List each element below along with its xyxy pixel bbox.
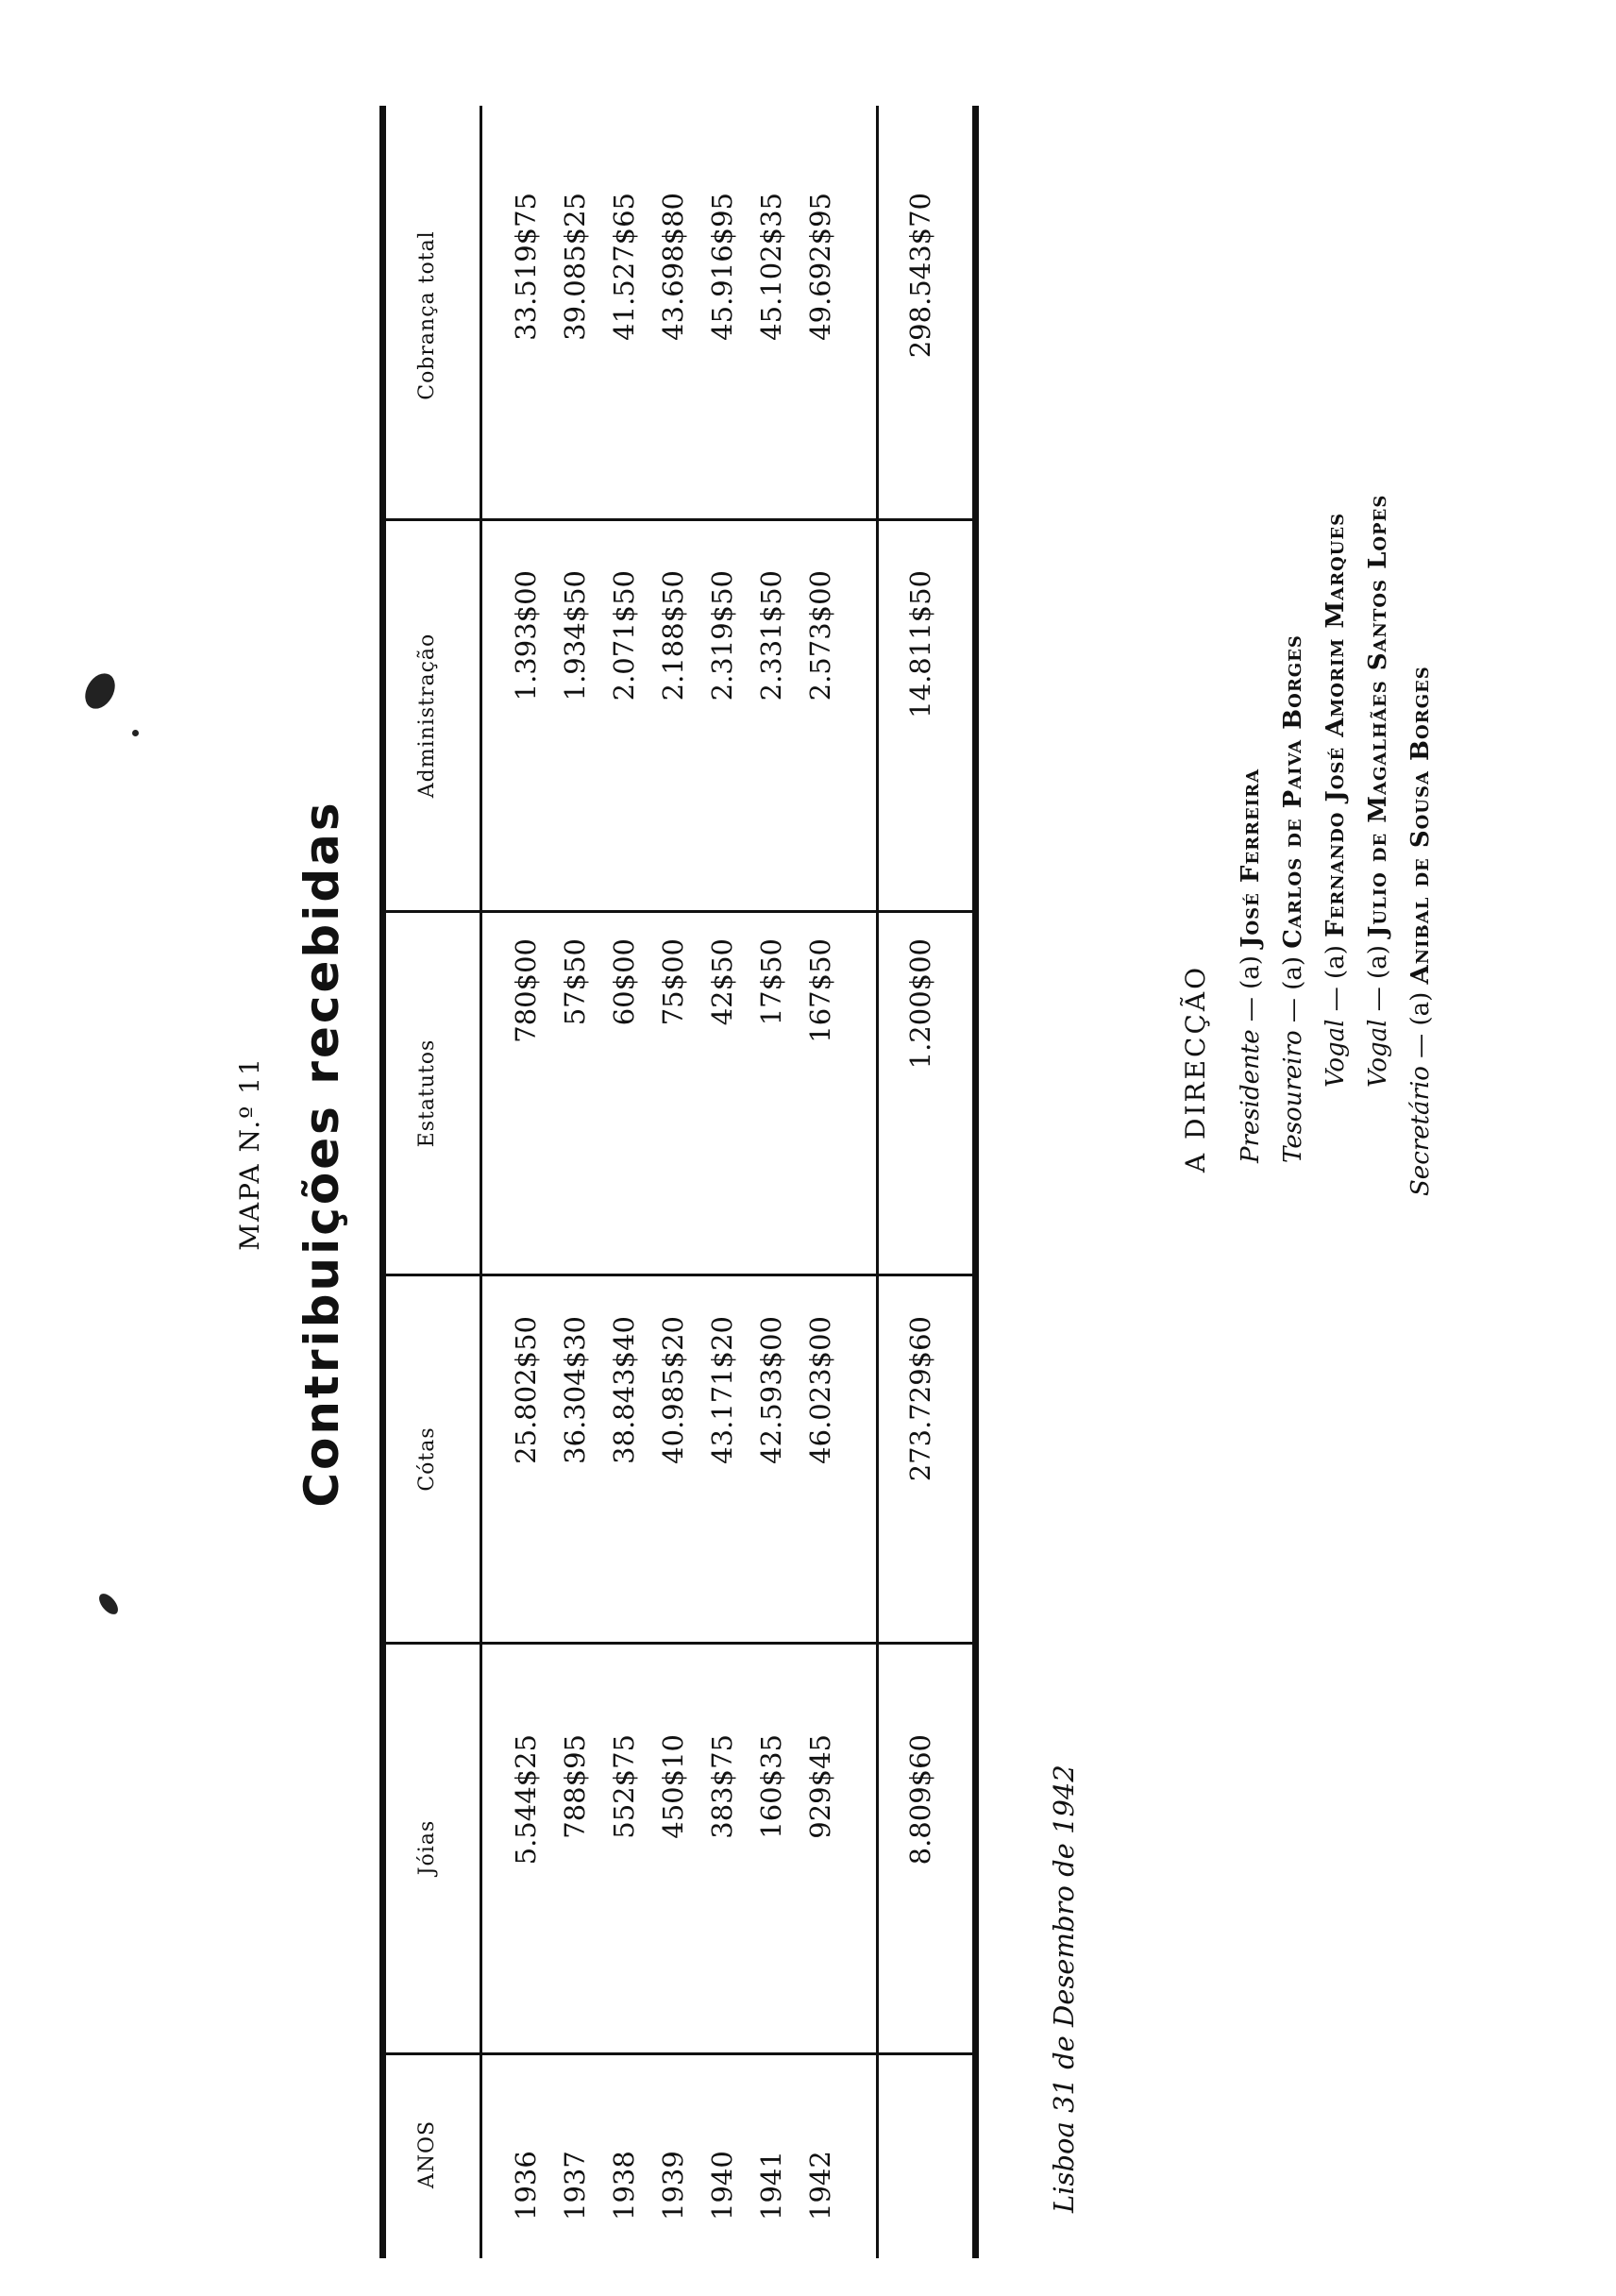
- estatutos-cell: 57$50: [559, 938, 591, 1026]
- cotas-cell: 38.843$40: [608, 1316, 640, 1464]
- year-cell: 1942: [804, 2151, 836, 2220]
- administracao-cell: 2.573$00: [804, 570, 836, 701]
- direction-title: A DIRECÇÃO: [1180, 964, 1211, 1173]
- signature-sep: — (a): [1279, 948, 1307, 1031]
- table-top-rule: [379, 106, 386, 2258]
- year-cell: 1938: [608, 2151, 640, 2220]
- column-header-total: Cobrança total: [415, 230, 439, 400]
- footer-date: Lisboa 31 de Desembro de 1942: [1048, 1764, 1080, 2213]
- signature-role: Tesoureiro: [1279, 1030, 1307, 1163]
- administracao-total: 14.811$50: [904, 570, 936, 718]
- joias-total: 8.809$60: [904, 1734, 936, 1866]
- administracao-cell: 2.071$50: [608, 570, 640, 701]
- signature-name: Carlos de Paiva Borges: [1279, 634, 1307, 949]
- signature-name: Anibal de Sousa Borges: [1406, 666, 1435, 985]
- column-divider: [386, 2052, 972, 2055]
- signature-line: [1321, 513, 1350, 1088]
- estatutos-cell: 75$00: [657, 938, 689, 1026]
- estatutos-cell: 17$50: [755, 938, 787, 1026]
- cotas-cell: 40.985$20: [657, 1316, 689, 1464]
- administracao-cell: 1.393$00: [510, 570, 542, 701]
- ink-blot: [95, 1591, 121, 1618]
- column-divider: [386, 1642, 972, 1645]
- total-cell: 41.527$65: [608, 193, 640, 341]
- total-cell: 39.085$25: [559, 193, 591, 341]
- column-divider: [386, 1274, 972, 1276]
- ink-blot: [132, 730, 139, 736]
- signature-role: Vogal: [1321, 1019, 1350, 1088]
- signature-role: Secretário: [1406, 1066, 1435, 1196]
- total-cell: 45.102$35: [755, 193, 787, 341]
- joias-cell: 160$35: [755, 1734, 787, 1839]
- administracao-cell: 2.331$50: [755, 570, 787, 701]
- signature-sep: — (a): [1364, 937, 1392, 1020]
- total-cell: 49.692$95: [804, 193, 836, 341]
- joias-cell: 929$45: [804, 1734, 836, 1839]
- year-cell: 1936: [510, 2151, 542, 2220]
- administracao-cell: 1.934$50: [559, 570, 591, 701]
- joias-cell: 450$10: [657, 1734, 689, 1839]
- table-bottom-rule: [972, 106, 979, 2258]
- cotas-cell: 46.023$00: [804, 1316, 836, 1464]
- cotas-cell: 42.593$00: [755, 1316, 787, 1464]
- total-cell: 43.698$80: [657, 193, 689, 341]
- grand-total: 298.543$70: [904, 193, 936, 359]
- table-header-rule: [480, 106, 482, 2258]
- document-title: Contribuições recebidas: [295, 800, 349, 1508]
- joias-cell: 788$95: [559, 1734, 591, 1839]
- column-header-joias: Jóias: [415, 1819, 439, 1876]
- estatutos-cell: 780$00: [510, 938, 542, 1043]
- estatutos-cell: 42$50: [706, 938, 738, 1026]
- total-cell: 45.916$95: [706, 193, 738, 341]
- estatutos-total: 1.200$00: [904, 938, 936, 1070]
- column-header-estatutos: Estatutos: [415, 1038, 439, 1148]
- signature-name: Julio de Magalhães Santos Lopes: [1364, 494, 1392, 937]
- map-number: MAPA N.º 11: [234, 1056, 265, 1251]
- signature-name: José Ferreira: [1237, 768, 1265, 948]
- column-divider: [386, 910, 972, 913]
- year-cell: 1941: [755, 2151, 787, 2220]
- signature-line: [1406, 666, 1435, 1196]
- signature-line: [1279, 634, 1307, 1163]
- year-cell: 1939: [657, 2151, 689, 2220]
- table-totals-rule: [876, 106, 879, 2258]
- total-cell: 33.519$75: [510, 193, 542, 341]
- cotas-cell: 25.802$50: [510, 1316, 542, 1464]
- ink-blot: [79, 668, 121, 715]
- signature-sep: — (a): [1406, 984, 1435, 1067]
- signature-line: [1237, 768, 1265, 1163]
- signature-sep: — (a): [1321, 937, 1350, 1020]
- column-header-administracao: Administração: [415, 633, 439, 799]
- signature-role: Vogal: [1364, 1019, 1392, 1088]
- year-cell: 1937: [559, 2151, 591, 2220]
- signature-line: [1364, 495, 1392, 1088]
- column-divider: [386, 518, 972, 521]
- estatutos-cell: 167$50: [804, 938, 836, 1043]
- estatutos-cell: 60$00: [608, 938, 640, 1026]
- cotas-cell: 43.171$20: [706, 1316, 738, 1464]
- column-header-anos: ANOS: [415, 2119, 439, 2189]
- column-header-cotas: Cótas: [415, 1427, 439, 1492]
- cotas-cell: 36.304$30: [559, 1316, 591, 1464]
- signature-name: Fernando José Amorim Marques: [1321, 512, 1350, 937]
- year-cell: 1940: [706, 2151, 738, 2220]
- administracao-cell: 2.188$50: [657, 570, 689, 701]
- cotas-total: 273.729$60: [904, 1316, 936, 1482]
- joias-cell: 5.544$25: [510, 1734, 542, 1866]
- administracao-cell: 2.319$50: [706, 570, 738, 701]
- joias-cell: 383$75: [706, 1734, 738, 1839]
- joias-cell: 552$75: [608, 1734, 640, 1839]
- signature-sep: — (a): [1237, 947, 1265, 1030]
- signature-role: Presidente: [1237, 1029, 1265, 1163]
